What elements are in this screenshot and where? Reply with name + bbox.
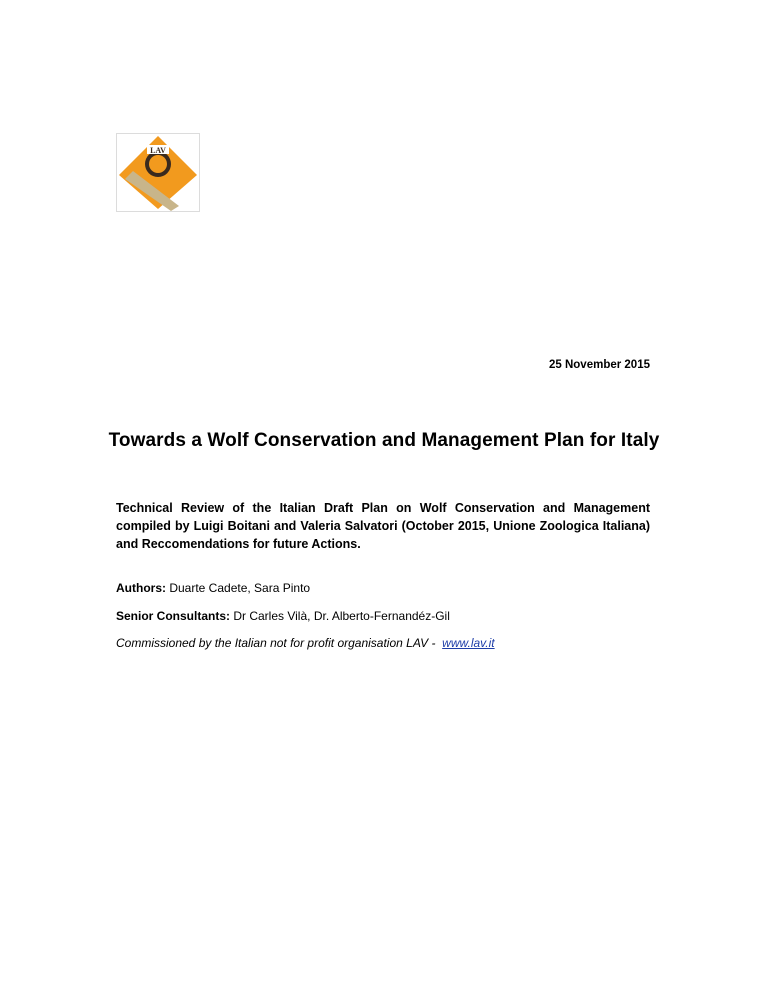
lav-logo xyxy=(116,133,200,212)
consultants-label: Senior Consultants: xyxy=(116,609,231,623)
consultants-line xyxy=(116,609,450,623)
consultants-names: Dr Carles Vilà, Dr. Alberto-Fernandéz-Gil xyxy=(230,609,450,623)
document-title: Towards a Wolf Conservation and Management Plan for Italy xyxy=(108,430,660,451)
authors-line xyxy=(116,581,310,595)
authors-names: Duarte Cadete, Sara Pinto xyxy=(166,581,311,595)
svg-text:LAV: LAV xyxy=(150,146,166,155)
commission-line xyxy=(116,636,495,650)
document-subtitle: Technical Review of the Italian Draft Plan on Wolf Conservation and Management compiled by Luigi Boitani and Valeria Salvatori (October 2015, Unione Zoologica Italiana) and Reccomendations for future Actions. xyxy=(116,501,650,551)
lav-website-link[interactable]: www.lav.it xyxy=(442,636,495,650)
authors-label: Authors: xyxy=(116,581,166,595)
lav-logo-image xyxy=(117,134,199,211)
commission-text: Commissioned by the Italian not for profit organisation LAV - xyxy=(116,636,443,650)
document-date: 25 November 2015 xyxy=(548,359,650,371)
